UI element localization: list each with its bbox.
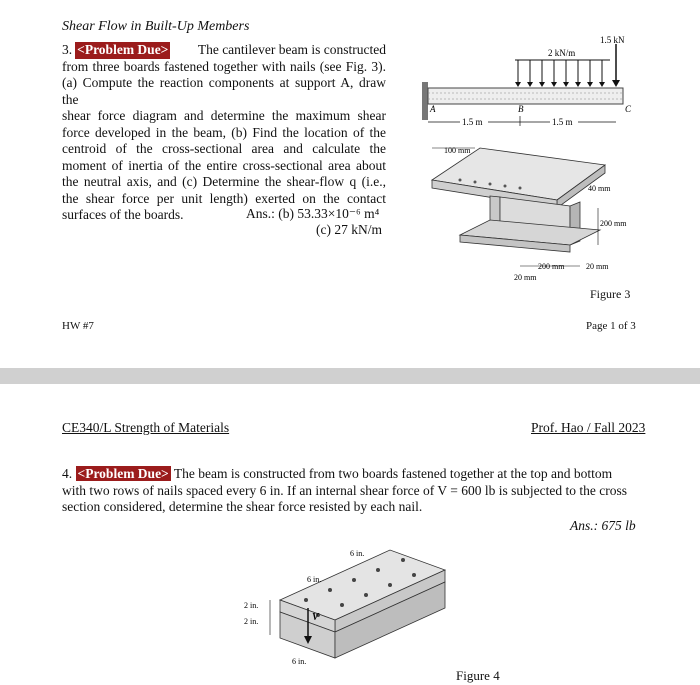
footer-page: Page 1 of 3 (586, 320, 636, 332)
label-point-a: A (430, 104, 436, 114)
problem-4-text (62, 466, 640, 516)
fixed-support-wall (422, 82, 428, 120)
label-span-2: 1.5 m (552, 117, 573, 127)
problem-3-text (62, 42, 386, 224)
section-title: Shear Flow in Built-Up Members (62, 19, 250, 34)
label-2kn-per-m: 2 kN/m (548, 48, 576, 58)
label-20mm-right: 20 mm (586, 262, 609, 271)
problem-3-line: (a) Compute the reaction components at support A, draw the (62, 75, 386, 107)
figure-4-caption: Figure 4 (456, 668, 500, 683)
label-2in-bottom: 2 in. (244, 617, 259, 626)
problem-4-number: 4. (62, 466, 73, 481)
distributed-load-arrows (518, 60, 602, 85)
two-board-beam (280, 550, 445, 658)
label-2in-top: 2 in. (244, 601, 259, 610)
label-6in-bottom: 6 in. (292, 657, 307, 666)
figure-3-diagram (420, 30, 640, 290)
label-1-5kn: 1.5 kN (600, 35, 625, 45)
problem-4-line: The beam is constructed from two boards fastened together at the top and bottom (173, 466, 613, 481)
problem-due-badge: <Problem Due> (77, 466, 169, 481)
figure-4-diagram (240, 540, 450, 670)
problem-4-line: section considered, determine the shear force resisted by each nail. (62, 499, 423, 514)
problem-3-line: from three boards fastened together with nails (see Fig. 3). (62, 58, 386, 74)
problem-3-line: the neutral axis, and (c) Determine the shear-flow q (i.e., (62, 174, 386, 189)
label-6in-middle: 6 in. (307, 575, 322, 584)
problem-3-line: centroid of the cross-sectional area and calculate the (62, 141, 386, 156)
footer-hw: HW #7 (62, 320, 94, 332)
answer-b: Ans.: (b) 53.33×10⁻⁶ m⁴ (246, 206, 380, 221)
i-beam-section (432, 148, 605, 252)
label-40mm: 40 mm (588, 184, 611, 193)
problem-3-line: shear force diagram and determine the maximum shear (62, 108, 386, 123)
label-point-b: B (518, 104, 524, 114)
problem-due-badge: <Problem Due> (77, 42, 169, 57)
problem-4-line: with two rows of nails spaced every 6 in. If an internal shear force of V = 600 lb is subjected to the cross (62, 482, 627, 498)
label-point-c: C (625, 104, 632, 114)
problem-3-line: surfaces of the boards. (62, 207, 184, 222)
header-instructor: Prof. Hao / Fall 2023 (531, 420, 646, 435)
figure-3-caption: Figure 3 (590, 287, 631, 301)
page-separator (0, 368, 700, 384)
problem-3-line: The cantilever beam is constructed (197, 42, 386, 57)
label-6in-top: 6 in. (350, 549, 365, 558)
problem-3-line: the shear force per unit length) exerted on the contact (62, 190, 386, 206)
answer-4: Ans.: 675 lb (570, 518, 636, 533)
problem-3-number: 3. (62, 42, 73, 57)
cantilever-beam (428, 88, 623, 104)
header-course: CE340/L Strength of Materials (62, 420, 230, 435)
problem-3-line: force developed in the beam, (b) Find the location of the (62, 124, 386, 140)
label-100mm: 100 mm (444, 146, 471, 155)
label-200mm-vertical: 200 mm (600, 219, 627, 228)
problem-3-line: moment of inertia of the entire cross-sectional area about (62, 157, 386, 173)
label-v: V (312, 612, 319, 623)
label-20mm-left: 20 mm (514, 273, 537, 282)
label-200mm-horizontal: 200 mm (538, 262, 565, 271)
answer-c: (c) 27 kN/m (316, 222, 382, 237)
label-span-1: 1.5 m (462, 117, 483, 127)
